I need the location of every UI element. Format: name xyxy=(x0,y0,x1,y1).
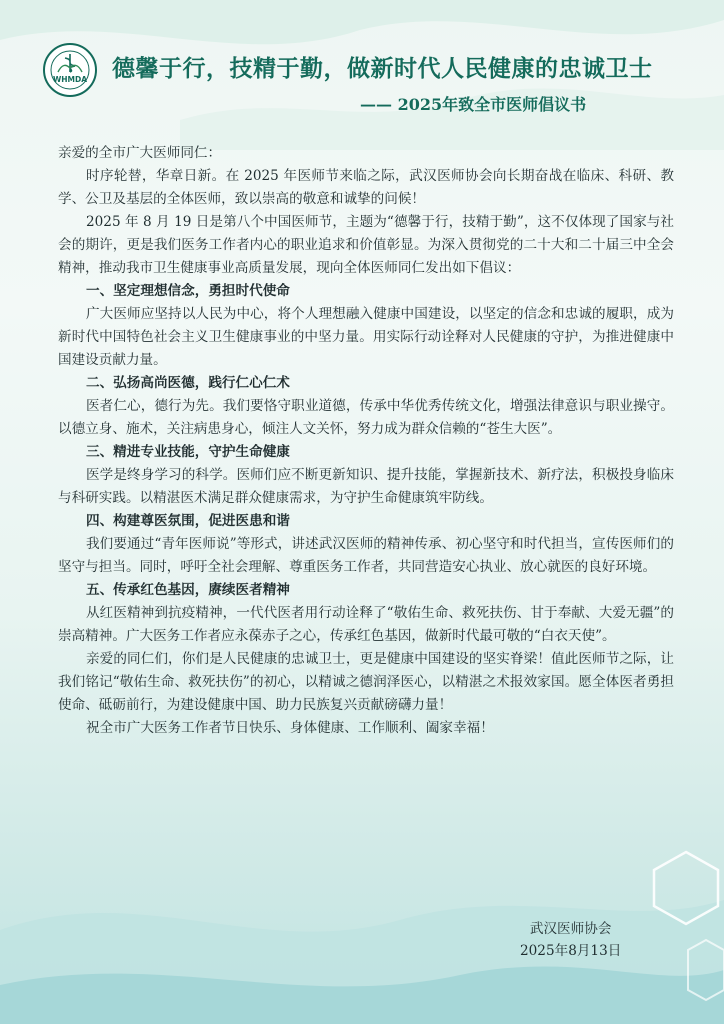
association-logo xyxy=(42,42,98,98)
closing-paragraph: 祝全市广大医务工作者节日快乐、身体健康、工作顺利、阖家幸福！ xyxy=(86,720,494,736)
page-title: 德馨于行，技精于勤，做新时代人民健康的忠诚卫士 xyxy=(112,55,653,82)
section-text: 从红医精神到抗疫精神，一代代医者用行动诠释了“敬佑生命、救死扶伤、甘于奉献、大爱无疆”的崇高精神。广大医务工作者应永葆赤子之心，传承红色基因，做新时代最可敬的“白衣天使”。 xyxy=(58,605,674,644)
section-text: 我们要通过“青年医师说”等形式，讲述武汉医师的精神传承、初心坚守和时代担当，宣传医师们的坚守与担当。同时，呼吁全社会理解、尊重医务工作者，共同营造安心执业、放心就医的良好环境。 xyxy=(58,536,674,575)
logo-text: WHMDA xyxy=(52,75,88,84)
intro-paragraph: 2025 年 8 月 19 日是第八个中国医师节，主题为“德馨于行，技精于勤”，这不仅体现了国家与社会的期许，更是我们医务工作者内心的职业追求和价值彰显。为深入贯彻党的二十大和二十届三中全会精神，推动我市卫生健康事业高质量发展，现向全体医师同仁发出如下倡议： xyxy=(58,214,674,276)
intro-paragraph: 时序轮替，华章日新。在 2025 年医师节来临之际，武汉医师协会向长期奋战在临床、科研、教学、公卫及基层的全体医师，致以崇高的敬意和诚挚的问候！ xyxy=(58,168,674,207)
section-text: 医学是终身学习的科学。医师们应不断更新知识、提升技能，掌握新技术、新疗法，积极投身临床与科研实践。以精湛医术满足群众健康需求，为守护生命健康筑牢防线。 xyxy=(58,467,674,506)
section-heading: 一、坚定理想信念，勇担时代使命 xyxy=(86,283,290,299)
signature-org: 武汉医师协会 xyxy=(529,921,612,937)
section-heading: 四、构建尊医氛围，促进医患和谐 xyxy=(86,513,290,529)
section-heading: 五、传承红色基因，赓续医者精神 xyxy=(86,582,290,598)
section-text: 广大医师应坚持以人民为中心，将个人理想融入健康中国建设，以坚定的信念和忠诚的履职，成为新时代中国特色社会主义卫生健康事业的中坚力量。用实际行动诠释对人民健康的守护，为推进健康中国建设贡献力量。 xyxy=(58,306,674,368)
page-subtitle: —— 2025年致全市医师倡议书 xyxy=(360,95,587,114)
section-heading: 二、弘扬高尚医德，践行仁心仁术 xyxy=(86,375,290,391)
signature-block xyxy=(520,918,621,962)
section-text: 医者仁心，德行为先。我们要恪守职业道德，传承中华优秀传统文化，增强法律意识与职业操守。以德立身、施术，关注病患身心，倾注人文关怀，努力成为群众信赖的“苍生大医”。 xyxy=(58,398,674,437)
closing-paragraph: 亲爱的同仁们，你们是人民健康的忠诚卫士，更是健康中国建设的坚实脊梁！值此医师节之际，让我们铭记“敬佑生命、救死扶伤”的初心，以精诚之德润泽医心，以精湛之术报效家国。愿全体医者勇担使命、砥砺前行，为建设健康中国、助力民族复兴贡献磅礴力量！ xyxy=(58,651,674,713)
section-heading: 三、精进专业技能，守护生命健康 xyxy=(86,444,290,460)
letter-body xyxy=(58,142,674,740)
signature-date: 2025年8月13日 xyxy=(520,943,622,959)
salutation: 亲爱的全市广大医师同仁： xyxy=(58,145,222,161)
